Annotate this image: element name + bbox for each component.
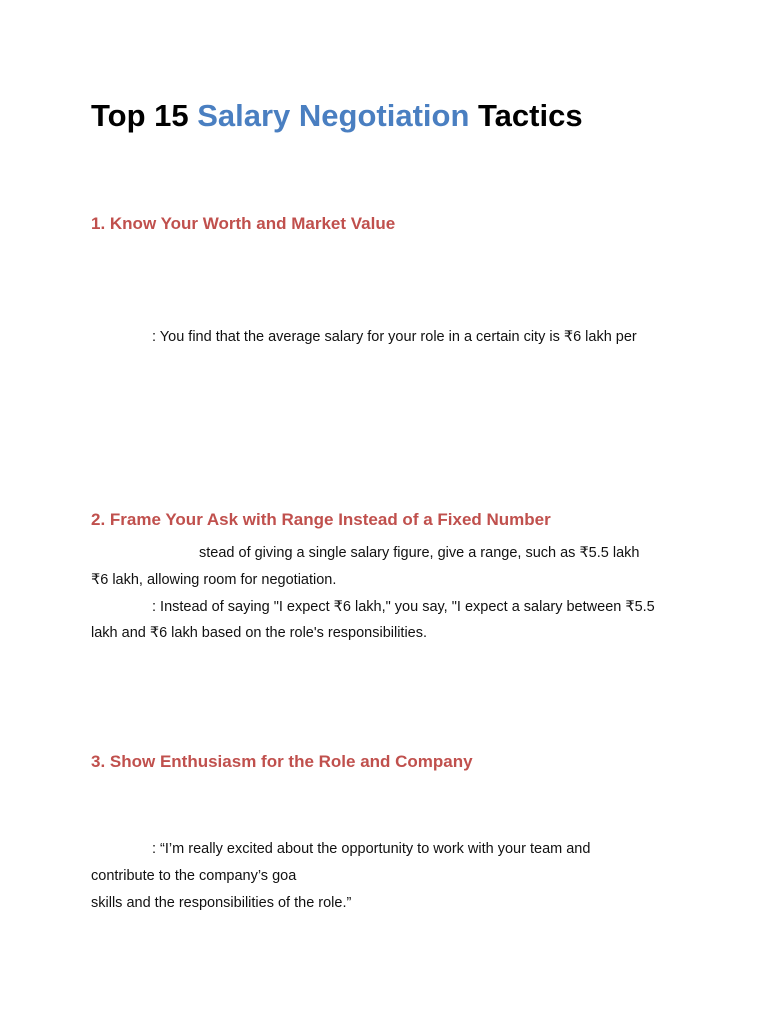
section-heading-3: 3. Show Enthusiasm for the Role and Company	[91, 752, 473, 771]
section-2-line-3: : Instead of saying "I expect ₹6 lakh," you say, "I expect a salary between ₹5.5	[152, 599, 655, 615]
section-1-line-1: : You find that the average salary for your role in a certain city is ₹6 lakh per	[152, 329, 637, 345]
section-2-line-2: ₹6 lakh, allowing room for negotiation.	[91, 572, 337, 588]
section-3-line-2: contribute to the company’s goa	[91, 868, 297, 884]
section-3-line-3: skills and the responsibilities of the role.”	[91, 895, 352, 911]
section-heading-2: 2. Frame Your Ask with Range Instead of a Fixed Number	[91, 510, 551, 529]
title-prefix: Top 15	[91, 98, 198, 133]
section-2-line-4: lakh and ₹6 lakh based on the role's responsibilities.	[91, 625, 428, 641]
section-2-line-1: stead of giving a single salary figure, give a range, such as ₹5.5 lakh	[199, 545, 640, 561]
section-3-line-1: : “I’m really excited about the opportunity to work with your team and	[152, 841, 591, 857]
document-title	[91, 96, 583, 136]
title-suffix: Tactics	[469, 98, 583, 133]
title-accent: Salary Negotiation	[197, 98, 470, 133]
section-heading-1: 1. Know Your Worth and Market Value	[91, 214, 396, 233]
